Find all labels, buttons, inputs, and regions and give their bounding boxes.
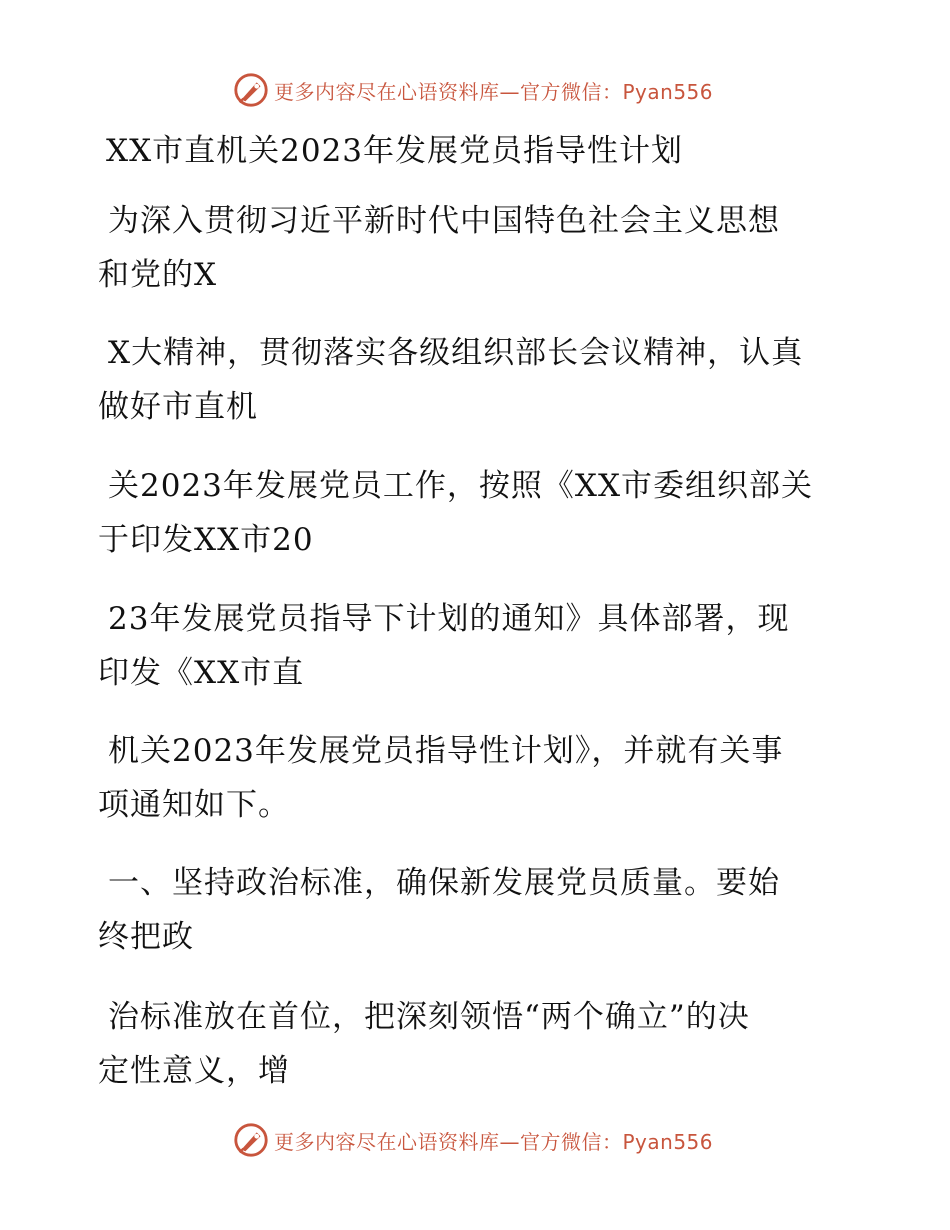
paragraph-line: 治标准放在首位，把深刻领悟“两个确立”的决 [108,999,750,1035]
pen-nib-logo-icon [232,1121,270,1159]
paragraph-line: 项通知如下。 [98,787,290,823]
paragraph-line: 于印发XX市20 [98,522,314,558]
paragraph-6 [98,856,858,964]
pen-nib-logo-icon [232,71,270,109]
watermark-banner-top [232,70,713,110]
paragraph-2 [98,326,858,434]
paragraph-line: 23年发展党员指导下计划的通知》具体部署，现 [108,601,790,637]
paragraph-line: 和党的X [98,257,218,293]
paragraph-7 [98,990,858,1098]
paragraph-line: 机关2023年发展党员指导性计划》，并就有关事 [108,733,784,769]
paragraph-3 [98,459,858,567]
paragraph-line: 关2023年发展党员工作，按照《XX市委组织部关 [108,468,814,504]
paragraph-line: 一、坚持政治标准，确保新发展党员质量。要始 [108,865,780,901]
watermark-text: 更多内容尽在心语资料库—官方微信：Pyan556 [274,79,714,104]
document-title: XX市直机关2023年发展党员指导性计划 [106,133,684,169]
paragraph-5 [98,724,858,832]
watermark-banner-bottom [232,1120,713,1160]
paragraph-line: 做好市直机 [98,389,258,425]
watermark-text: 更多内容尽在心语资料库—官方微信：Pyan556 [274,1129,714,1154]
paragraph-line: 定性意义，增 [98,1053,290,1089]
paragraph-line: 印发《XX市直 [98,655,305,691]
paragraph-1 [98,194,858,302]
paragraph-line: 为深入贯彻习近平新时代中国特色社会主义思想 [108,203,780,239]
paragraph-line: 终把政 [98,919,194,955]
paragraph-4 [98,592,858,700]
paragraph-line: X大精神，贯彻落实各级组织部长会议精神，认真 [108,335,804,371]
